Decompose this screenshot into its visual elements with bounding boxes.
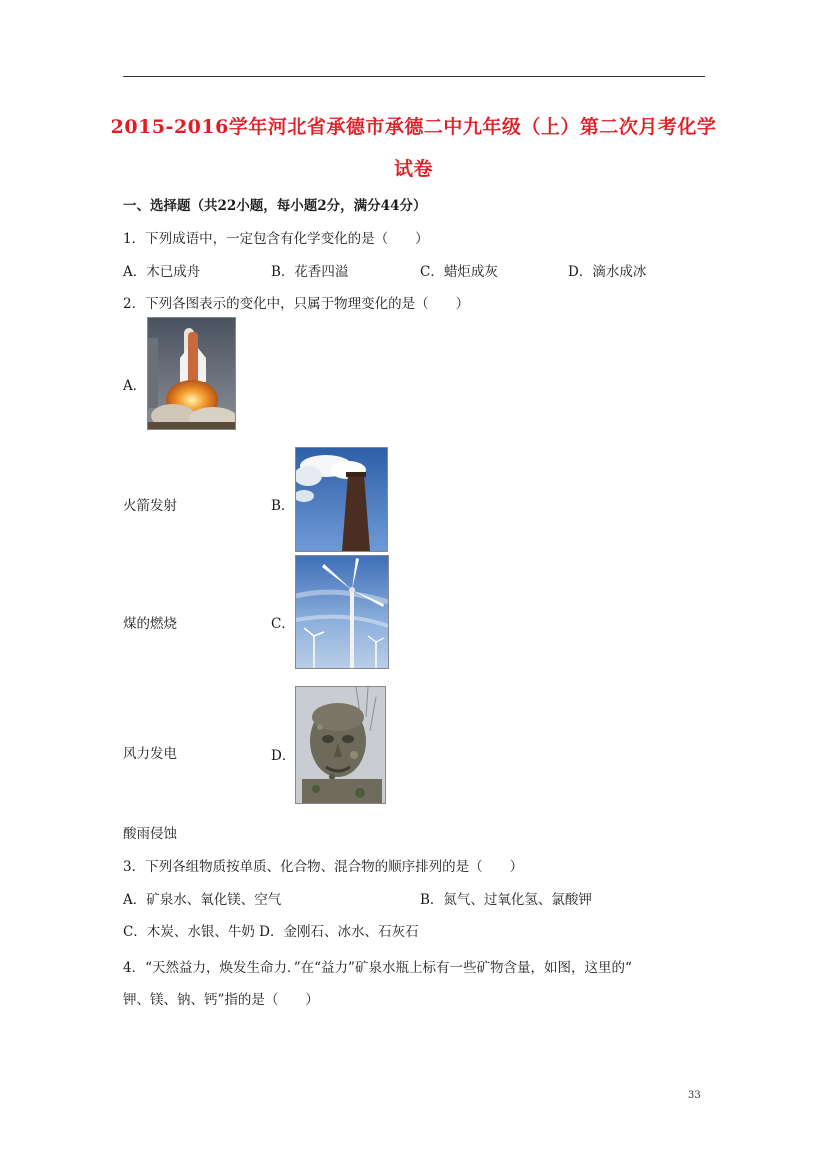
- q3-option-a: A．矿泉水、氧化镁、空气: [123, 892, 282, 908]
- wind-turbine-image: [295, 555, 389, 669]
- question-4-line2: 钾、镁、钠、钙”指的是（ ）: [123, 992, 319, 1008]
- q2-caption-a: 火箭发射: [123, 498, 177, 514]
- rocket-launch-image: [147, 317, 236, 430]
- exam-title-line2: 试卷: [393, 158, 433, 180]
- exam-title-line1: 2015-2016学年河北省承德市承德二中九年级（上）第二次月考化学: [110, 116, 717, 138]
- question-4-line1: 4．“天然益力，焕发生命力．”在“益力”矿泉水瓶上标有一些矿物含量，如图，这里的“: [123, 960, 632, 976]
- q2-option-d-letter: D．: [271, 748, 296, 764]
- eroded-statue-image: [295, 686, 386, 804]
- question-2-stem: 2．下列各图表示的变化中，只属于物理变化的是（ ）: [123, 296, 470, 312]
- q1-option-d: D．滴水成冰: [568, 264, 647, 280]
- q3-option-b: B．氮气、过氧化氢、氯酸钾: [420, 892, 592, 908]
- q2-option-a-letter: A．: [123, 378, 147, 394]
- q2-option-b-letter: B．: [271, 498, 295, 514]
- q1-option-c: C．蜡炬成灰: [420, 264, 498, 280]
- q2-caption-c: 风力发电: [123, 746, 177, 762]
- q1-option-b: B．花香四溢: [271, 264, 349, 280]
- q2-caption-d: 酸雨侵蚀: [123, 826, 177, 842]
- header-rule: [123, 76, 705, 77]
- q2-option-c-letter: C．: [271, 616, 295, 632]
- q3-option-c-d: C．木炭、水银、牛奶 D．金刚石、冰水、石灰石: [123, 924, 419, 940]
- page-number: 33: [688, 1090, 701, 1101]
- question-3-stem: 3．下列各组物质按单质、化合物、混合物的顺序排列的是（ ）: [123, 859, 524, 875]
- chimney-smoke-image: [295, 447, 388, 552]
- q1-option-a: A．木已成舟: [123, 264, 201, 280]
- question-1-stem: 1．下列成语中，一定包含有化学变化的是（ ）: [123, 231, 429, 247]
- section-heading: 一、选择题（共22小题，每小题2分，满分44分）: [123, 198, 427, 214]
- q2-caption-b: 煤的燃烧: [123, 616, 177, 632]
